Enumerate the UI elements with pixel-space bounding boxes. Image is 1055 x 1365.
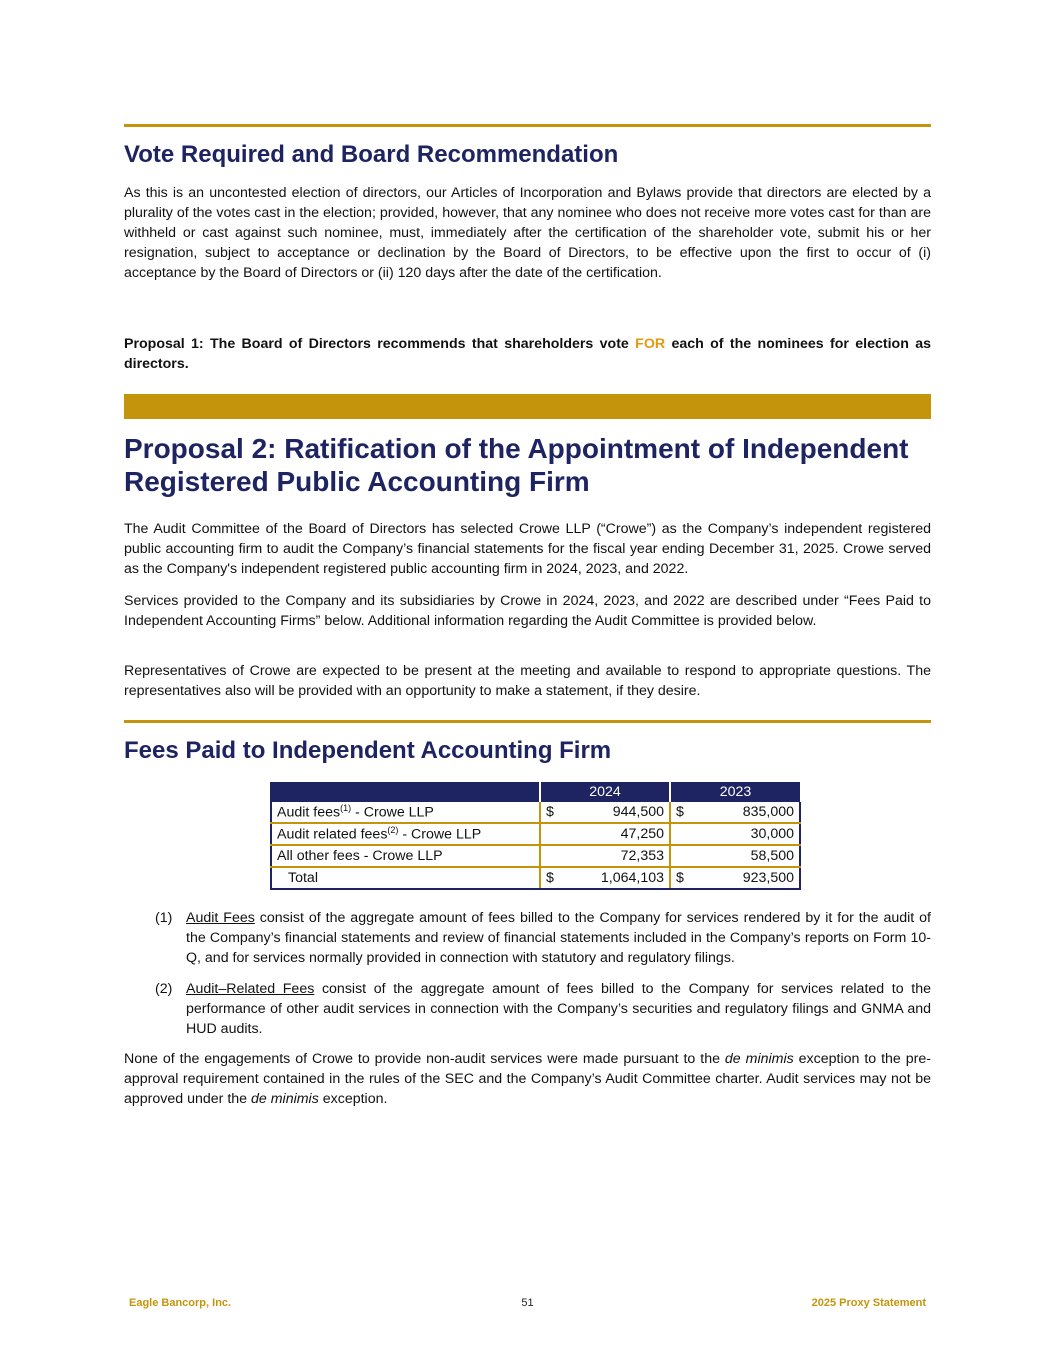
proposal2-title: Proposal 2: Ratification of the Appointment of Independent Registered Public Accounting Firm	[124, 433, 909, 497]
row-label-text: Audit fees	[277, 804, 341, 821]
value: 72,353	[620, 848, 664, 864]
row-label	[271, 802, 540, 823]
dollar-sign: $	[676, 870, 684, 886]
footnote-ref: (1)	[340, 803, 352, 814]
row-label-suffix: - Crowe LLP	[398, 826, 482, 843]
vote-required-paragraph: As this is an uncontested election of directors, our Articles of Incorporation and Bylaws provide that directors are elected by a plurality of the votes cast in the election; provided, however, that any nominee who does not receive more votes cast for than are withheld or cast against such nominee, must, immediately after the certification of the shareholder vote, submit his or her resignation, subject to acceptance or declination by the Board of Directors, to be effective upon the first to occur of (i) acceptance by the Board of Directors or (ii) 120 days after the date of the certification.	[124, 185, 931, 281]
proposal2-paragraph: Services provided to the Company and its subsidiaries by Crowe in 2024, 2023, and 2022 are described under “Fees Paid to Independent Accounting Firms” below. Additional information regarding the Audit Committee is provided below.	[124, 593, 931, 629]
row-label	[271, 823, 540, 845]
value: 30,000	[750, 826, 794, 842]
column-header-2024: 2024	[540, 782, 670, 802]
footnote-ref: (2)	[387, 825, 399, 836]
value-cell	[670, 802, 800, 823]
value-cell	[540, 823, 670, 845]
closing-text: None of the engagements of Crowe to provide non-audit services were made pursuant to the	[124, 1051, 725, 1067]
recommendation-text-end: each of the nominees for election as directors.	[124, 336, 931, 372]
dollar-sign: $	[546, 870, 554, 886]
value: 835,000	[742, 804, 794, 820]
row-label-text: Audit related fees	[277, 826, 388, 843]
section-divider	[124, 124, 931, 127]
for-highlight: FOR	[635, 336, 666, 352]
footnote	[124, 979, 931, 1039]
section-title-fees: Fees Paid to Independent Accounting Firm	[124, 737, 612, 764]
closing-text: exception.	[318, 1091, 388, 1107]
footnote-body: consist of the aggregate amount of fees billed to the Company for services related to the performance of other audit services in connection with the Company’s securities and regulatory filings and GNMA and HUD audits.	[186, 981, 931, 1037]
value-cell	[540, 867, 670, 889]
footnote	[124, 908, 931, 968]
value-cell	[540, 845, 670, 867]
footnote-term: Audit Fees	[186, 910, 255, 926]
table-row	[271, 823, 800, 845]
recommendation-text: Proposal 1: The Board of Directors recommends that shareholders vote	[124, 336, 636, 352]
footer-company: Eagle Bancorp, Inc.	[129, 1297, 232, 1309]
row-label-suffix: - Crowe LLP	[351, 804, 434, 821]
footnote-number: (1)	[155, 910, 173, 926]
fees-table	[270, 782, 801, 890]
footnote-term: Audit–Related Fees	[186, 981, 315, 997]
table-row	[271, 802, 800, 823]
value-cell	[670, 823, 800, 845]
value-cell	[670, 867, 800, 889]
table-header-row	[271, 782, 800, 802]
footer-page-number: 51	[521, 1297, 534, 1309]
table-row-total	[271, 867, 800, 889]
section-divider	[124, 720, 931, 723]
row-label-text: All other fees - Crowe LLP	[277, 848, 443, 864]
gold-band	[124, 394, 931, 419]
closing-text: exception to the pre-approval requirement contained in the rules of the SEC and the Company’s Audit Committee charter. Audit services may not be approved under the	[124, 1051, 931, 1107]
value-cell	[670, 845, 800, 867]
value-cell	[540, 802, 670, 823]
column-header-2023: 2023	[670, 782, 800, 802]
dollar-sign: $	[676, 804, 684, 820]
section-title-vote-required: Vote Required and Board Recommendation	[124, 141, 619, 168]
closing-paragraph	[124, 1049, 931, 1109]
proposal2-paragraph: The Audit Committee of the Board of Directors has selected Crowe LLP (“Crowe”) as the Company’s independent registered public accounting firm to audit the Company’s financial statements for the fiscal year ending December 31, 2025. Crowe served as the Company's independent registered public accounting firm in 2024, 2023, and 2022.	[124, 521, 931, 577]
footnote-text	[186, 908, 931, 968]
header-blank	[271, 782, 540, 802]
closing-emphasis: de minimis	[251, 1091, 319, 1107]
proposal2-paragraph: Representatives of Crowe are expected to be present at the meeting and available to respond to appropriate questions. The representatives also will be provided with an opportunity to make a statement, if they desire.	[124, 663, 931, 699]
row-label-text: Total	[288, 870, 318, 886]
footer-document-title: 2025 Proxy Statement	[811, 1297, 926, 1309]
proposal1-recommendation	[124, 334, 931, 374]
value: 923,500	[742, 870, 794, 886]
footnote-body: consist of the aggregate amount of fees billed to the Company for services rendered by it for the audit of the Company’s financial statements and review of financial statements included in the Company’s reports on Form 10-Q, and for services normally provided in connection with statutory and regulatory filings.	[186, 910, 931, 966]
footnote-number: (2)	[155, 981, 173, 997]
value: 58,500	[750, 848, 794, 864]
row-label	[271, 867, 540, 889]
closing-emphasis: de minimis	[724, 1051, 794, 1067]
footnote-text	[186, 979, 931, 1039]
value: 1,064,103	[600, 870, 664, 886]
dollar-sign: $	[546, 804, 554, 820]
row-label	[271, 845, 540, 867]
value: 944,500	[612, 804, 664, 820]
value: 47,250	[620, 826, 664, 842]
table-row	[271, 845, 800, 867]
